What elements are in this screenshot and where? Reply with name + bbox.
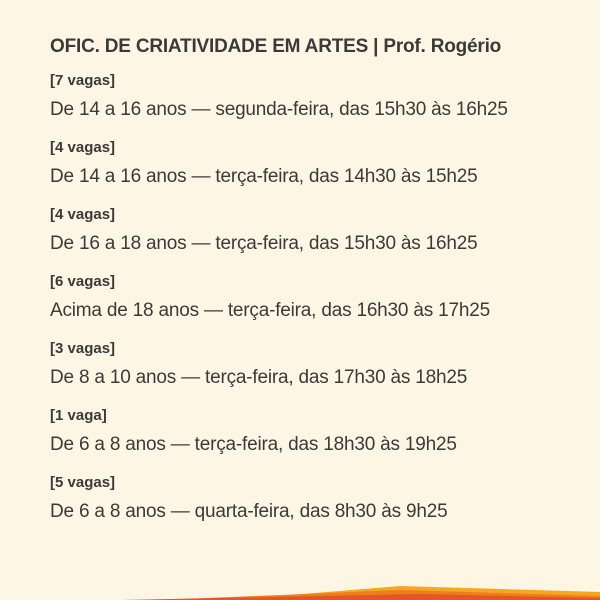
class-description: De 14 a 16 anos — terça-feira, das 14h30 às 15h25: [50, 166, 478, 187]
class-entry: [50, 338, 580, 405]
class-description: De 16 a 18 anos — terça-feira, das 15h30 às 16h25: [50, 233, 478, 254]
class-entry: [50, 405, 580, 472]
vagas-label: [4 vagas]: [50, 139, 116, 156]
page-title: OFIC. DE CRIATIVIDADE EM ARTES | Prof. Rogério: [50, 36, 502, 57]
class-list: [50, 70, 580, 539]
vagas-label: [3 vagas]: [50, 340, 116, 357]
class-description: De 6 a 8 anos — quarta-feira, das 8h30 às 9h25: [50, 501, 448, 522]
vagas-label: [6 vagas]: [50, 273, 116, 290]
class-description: De 8 a 10 anos — terça-feira, das 17h30 às 18h25: [50, 367, 468, 388]
class-description: De 6 a 8 anos — terça-feira, das 18h30 às 19h25: [50, 434, 457, 455]
class-entry: [50, 271, 580, 338]
vagas-label: [7 vagas]: [50, 72, 116, 89]
class-entry: [50, 137, 580, 204]
vagas-label: [1 vaga]: [50, 407, 107, 424]
class-description: De 14 a 16 anos — segunda-feira, das 15h30 às 16h25: [50, 99, 508, 120]
class-description: Acima de 18 anos — terça-feira, das 16h30 às 17h25: [50, 300, 490, 321]
class-entry: [50, 70, 580, 137]
vagas-label: [5 vagas]: [50, 474, 116, 491]
class-entry: [50, 204, 580, 271]
decorative-footer-stripe: [0, 570, 600, 600]
class-entry: [50, 472, 580, 539]
vagas-label: [4 vagas]: [50, 206, 116, 223]
